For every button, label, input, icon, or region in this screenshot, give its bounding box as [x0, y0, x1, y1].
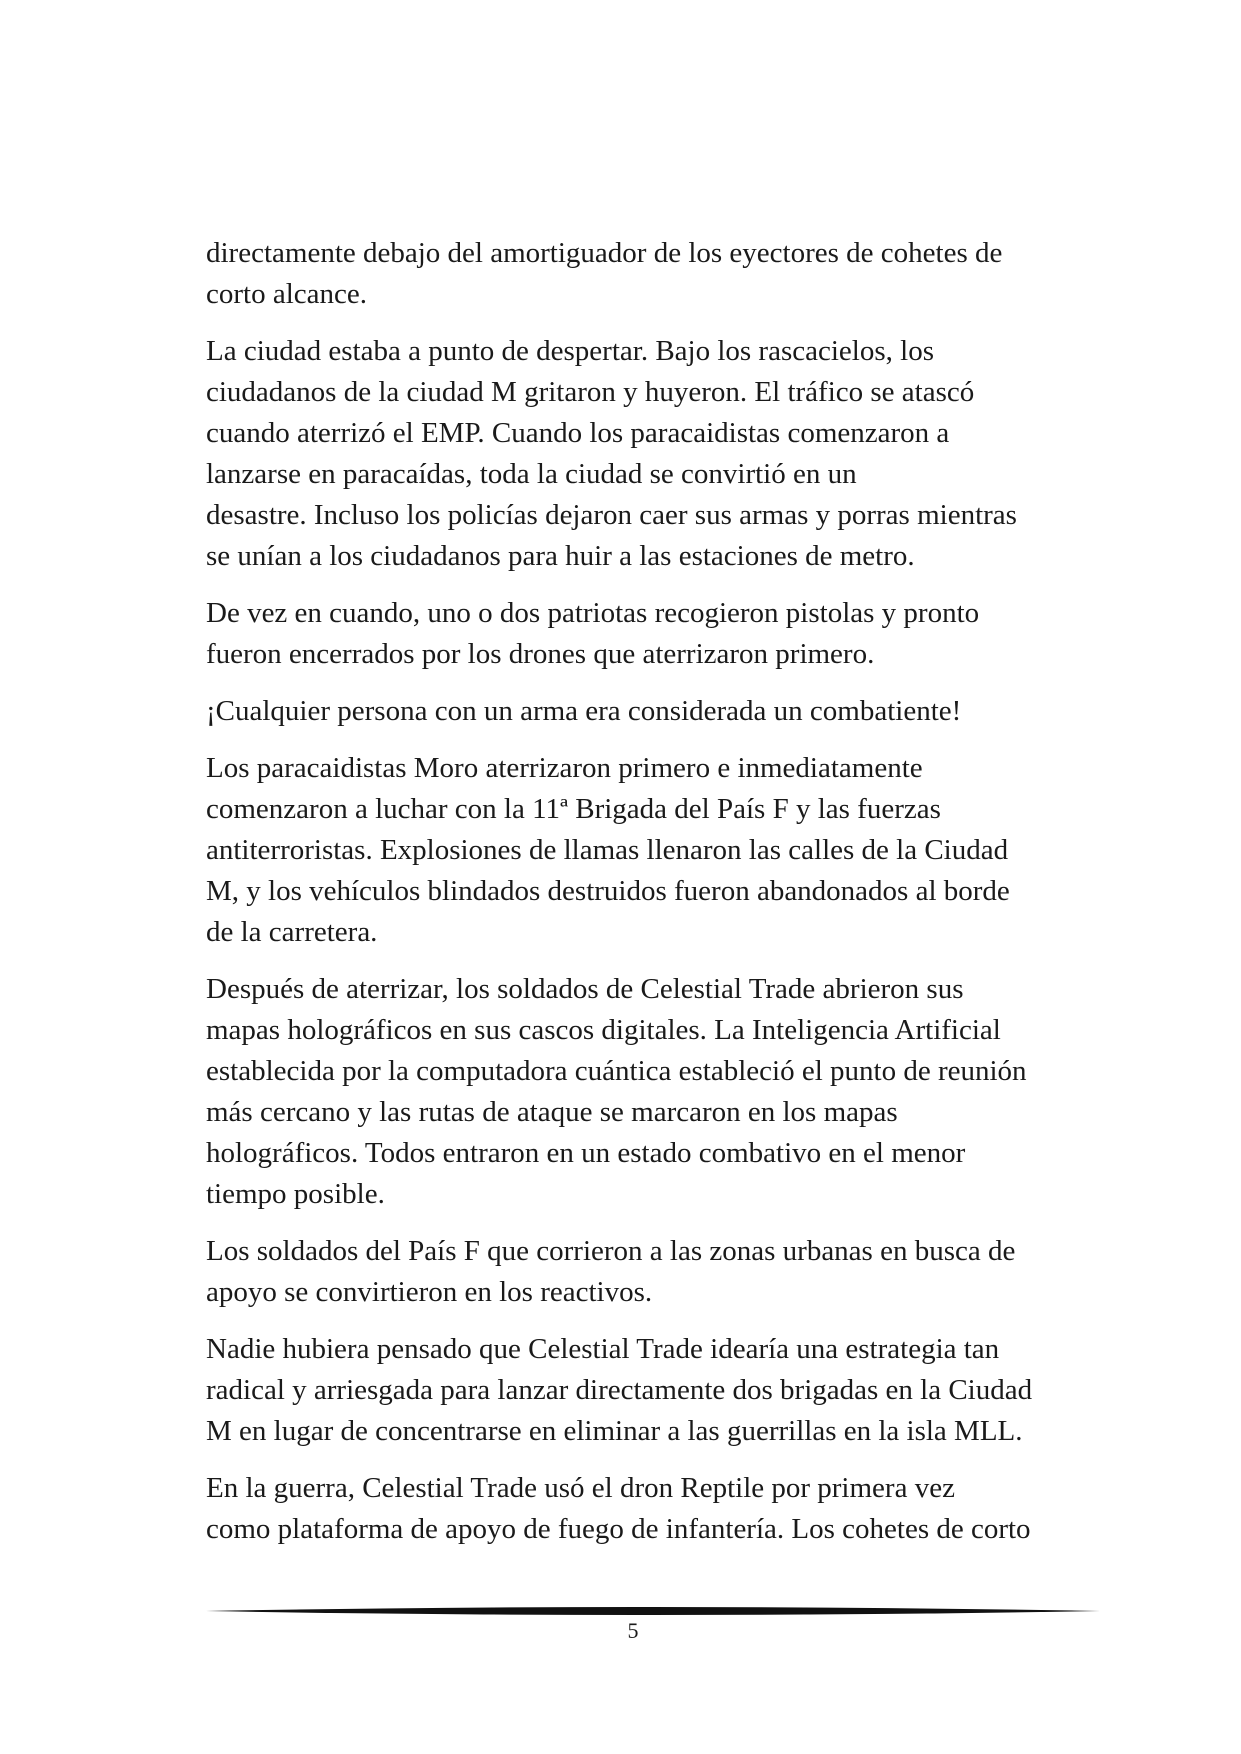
text-line: M en lugar de concentrarse en eliminar a las guerrillas en la isla MLL.	[206, 1415, 1023, 1447]
paragraph-4	[206, 691, 1078, 732]
text-line: desastre. Incluso los policías dejaron caer sus armas y porras mientras	[206, 499, 1017, 531]
text-line: ¡Cualquier persona con un arma era considerada un combatiente!	[206, 695, 962, 727]
text-line: La ciudad estaba a punto de despertar. Bajo los rascacielos, los	[206, 335, 934, 367]
text-line: Los paracaidistas Moro aterrizaron primero e inmediatamente	[206, 752, 923, 784]
text-line: lanzarse en paracaídas, toda la ciudad se convirtió en un	[206, 458, 857, 490]
text-line: más cercano y las rutas de ataque se marcaron en los mapas	[206, 1096, 898, 1128]
text-line: En la guerra, Celestial Trade usó el dron Reptile por primera vez	[206, 1472, 955, 1504]
text-line: Después de aterrizar, los soldados de Celestial Trade abrieron sus	[206, 973, 964, 1005]
text-line: establecida por la computadora cuántica estableció el punto de reunión	[206, 1055, 1027, 1087]
text-line: Nadie hubiera pensado que Celestial Trade idearía una estrategia tan	[206, 1333, 1000, 1365]
text-line: antiterroristas. Explosiones de llamas llenaron las calles de la Ciudad	[206, 834, 1009, 866]
paragraph-3	[206, 593, 1078, 675]
paragraph-6	[206, 969, 1078, 1215]
text-line: apoyo se convirtieron en los reactivos.	[206, 1276, 653, 1308]
text-line: corto alcance.	[206, 278, 368, 310]
text-line: De vez en cuando, uno o dos patriotas recogieron pistolas y pronto	[206, 597, 980, 629]
paragraph-5	[206, 748, 1078, 953]
text-line: mapas holográficos en sus cascos digitales. La Inteligencia Artificial	[206, 1014, 1001, 1046]
text-line: de la carretera.	[206, 916, 378, 948]
text-line: ciudadanos de la ciudad M gritaron y huyeron. El tráfico se atascó	[206, 376, 975, 408]
text-line: holográficos. Todos entraron en un estado combativo en el menor	[206, 1137, 966, 1169]
text-line: cuando aterrizó el EMP. Cuando los paracaidistas comenzaron a	[206, 417, 950, 449]
text-line: tiempo posible.	[206, 1178, 385, 1210]
text-line: se unían a los ciudadanos para huir a las estaciones de metro.	[206, 540, 915, 572]
text-line: M, y los vehículos blindados destruidos fueron abandonados al borde	[206, 875, 1010, 907]
text-line: como plataforma de apoyo de fuego de infantería. Los cohetes de corto	[206, 1513, 1031, 1545]
paragraph-9	[206, 1468, 1078, 1550]
footer-divider-stroke	[206, 1607, 1100, 1615]
page-number: 5	[627, 1618, 639, 1643]
footer-divider	[206, 1604, 1100, 1618]
text-line: comenzaron a luchar con la 11ª Brigada del País F y las fuerzas	[206, 793, 941, 825]
paragraph-2	[206, 331, 1078, 577]
text-line: radical y arriesgada para lanzar directamente dos brigadas en la Ciudad	[206, 1374, 1033, 1406]
paragraph-8	[206, 1329, 1078, 1452]
paragraph-7	[206, 1231, 1078, 1313]
text-line: Los soldados del País F que corrieron a las zonas urbanas en busca de	[206, 1235, 1016, 1267]
text-line: directamente debajo del amortiguador de los eyectores de cohetes de	[206, 237, 1003, 269]
paragraph-1	[206, 233, 1078, 315]
text-line: fueron encerrados por los drones que aterrizaron primero.	[206, 638, 875, 670]
body-text	[206, 233, 1078, 1566]
